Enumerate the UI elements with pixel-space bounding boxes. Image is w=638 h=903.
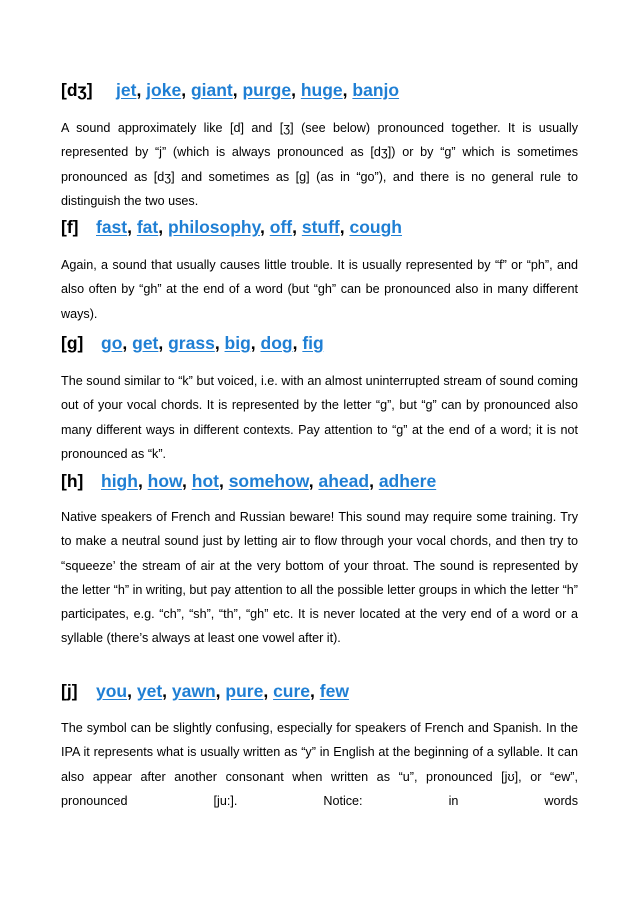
- example-word-link[interactable]: few: [319, 681, 349, 701]
- section-paragraph: Again, a sound that usually causes little trouble. It is usually represented by “f” or “ph”, and also often by “gh” at the end of a word (but “gh” can be pronounced also in many different ways).: [61, 258, 578, 321]
- example-word-link[interactable]: somehow: [228, 471, 309, 491]
- section-heading-dz: [dʒ] jet, joke, giant, purge, huge, banjo: [61, 80, 400, 100]
- example-word-link[interactable]: adhere: [378, 471, 437, 491]
- example-word-link[interactable]: you: [96, 681, 128, 701]
- ipa-symbol: [g]: [61, 333, 84, 353]
- example-word-link[interactable]: joke: [146, 80, 182, 100]
- example-word-link[interactable]: giant: [190, 80, 233, 100]
- example-word-link[interactable]: fast: [96, 217, 128, 237]
- section-heading-f: [f] fast, fat, philosophy, off, stuff, cough: [61, 217, 402, 237]
- example-word-link[interactable]: fig: [302, 333, 324, 353]
- ipa-symbol: [h]: [61, 471, 84, 491]
- example-word-link[interactable]: go: [101, 333, 123, 353]
- example-word-link[interactable]: big: [224, 333, 251, 353]
- section-heading-h: [h] high, how, hot, somehow, ahead, adhere: [61, 471, 437, 491]
- example-word-link[interactable]: yawn: [171, 681, 216, 701]
- section-paragraph: Native speakers of French and Russian beware! This sound may require some training. Try to make a neutral sound just by letting air to flow through your vocal chords, and then try to “squeeze’ the stream of air at the very bottom of your throat. The sound is represented by the letter “h” in writing, but pay attention to all the possible letter groups in which the letter “h” participates, e.g. “ch”, “sh”, “th”, “gh” etc. It is never located at the very end of a word or a syllable (there’s always at least one vowel after it).: [61, 510, 578, 646]
- example-word-link[interactable]: high: [101, 471, 138, 491]
- example-word-link[interactable]: cough: [349, 217, 402, 237]
- example-word-link[interactable]: banjo: [352, 80, 400, 100]
- example-word-link[interactable]: huge: [300, 80, 343, 100]
- section-heading-j: [j] you, yet, yawn, pure, cure, few: [61, 681, 349, 701]
- section-heading-g: [g] go, get, grass, big, dog, fig: [61, 333, 324, 353]
- example-word-link[interactable]: philosophy: [167, 217, 261, 237]
- example-word-link[interactable]: off: [269, 217, 293, 237]
- example-word-link[interactable]: jet: [116, 80, 137, 100]
- example-word-link[interactable]: dog: [260, 333, 293, 353]
- example-word-link[interactable]: hot: [191, 471, 219, 491]
- example-word-link[interactable]: yet: [136, 681, 163, 701]
- example-word-link[interactable]: fat: [136, 217, 159, 237]
- section-paragraph: The symbol can be slightly confusing, especially for speakers of French and Spanish. In the IPA it represents what is usually written as “y” in English at the beginning of a syllable. It can also appear after another consonant when written as “u”, pronounced [jʊ], or “ew”, pronounced [ju:]. Notice: in words: [61, 721, 578, 808]
- example-word-link[interactable]: cure: [273, 681, 311, 701]
- example-word-link[interactable]: how: [147, 471, 183, 491]
- example-word-link[interactable]: stuff: [301, 217, 340, 237]
- section-paragraph: The sound similar to “k” but voiced, i.e. with an almost uninterrupted stream of sound coming out of your vocal chords. It is represented by the letter “g”, but “g” can by pronounced also many different ways in different contexts. Pay attention to “g” at the end of a word; it is not pronounced as “k”.: [61, 374, 578, 461]
- ipa-symbol: [dʒ]: [61, 80, 93, 100]
- example-word-link[interactable]: grass: [168, 333, 215, 353]
- example-word-link[interactable]: ahead: [318, 471, 370, 491]
- ipa-symbol: [f]: [61, 217, 79, 237]
- example-word-link[interactable]: pure: [225, 681, 264, 701]
- section-paragraph: A sound approximately like [d] and [ʒ] (see below) pronounced together. It is usually represented by “j” (which is always pronounced as [dʒ]) or by “g” which is sometimes pronounced as [dʒ] and sometimes as [g] (as in “go”), and there is no general rule to distinguish the two uses.: [61, 121, 578, 208]
- example-word-link[interactable]: get: [132, 333, 159, 353]
- ipa-symbol: [j]: [61, 681, 78, 701]
- example-word-link[interactable]: purge: [242, 80, 292, 100]
